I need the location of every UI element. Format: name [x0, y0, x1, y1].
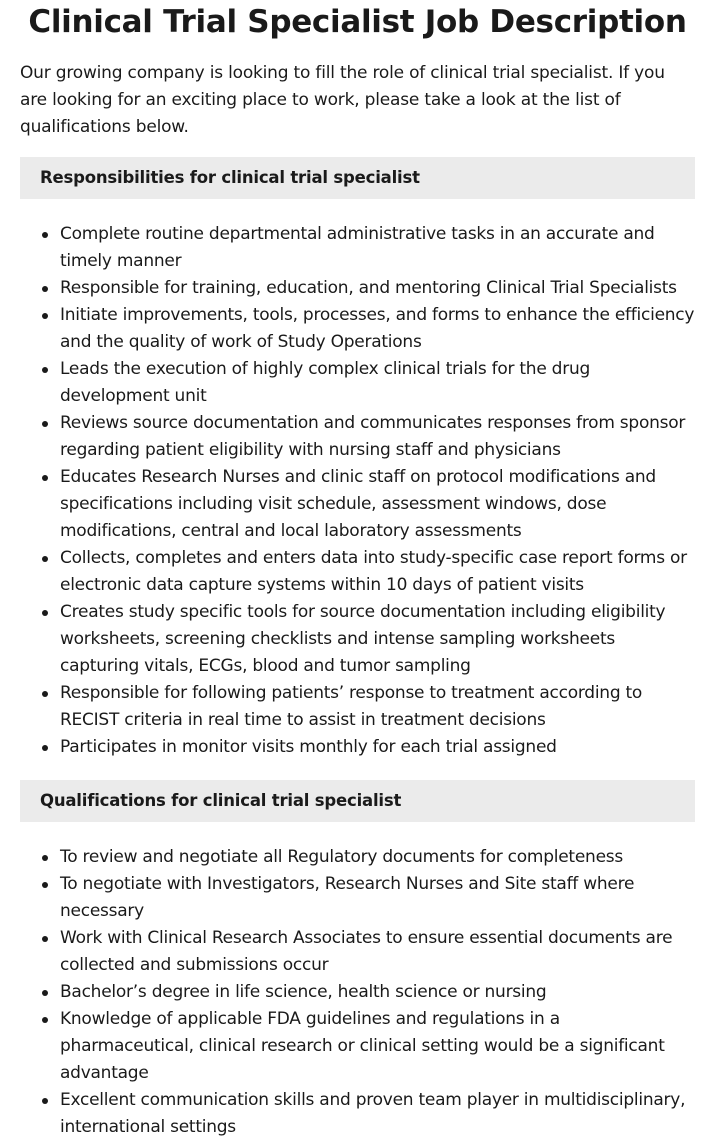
list-item: Reviews source documentation and communicates responses from sponsor regarding patient eligibility with nursing staff and physicians [60, 410, 695, 464]
list-item: Work with Clinical Research Associates to ensure essential documents are collected and submissions occur [60, 925, 695, 979]
list-item: To negotiate with Investigators, Research Nurses and Site staff where necessary [60, 871, 695, 925]
list-item: Educates Research Nurses and clinic staff on protocol modifications and specifications including visit schedule, assessment windows, dose modifications, central and local laboratory assessments [60, 464, 695, 545]
list-item: Creates study specific tools for source documentation including eligibility worksheets, screening checklists and intense sampling worksheets capturing vitals, ECGs, blood and tumor sampling [60, 599, 695, 680]
list-item: Responsible for training, education, and mentoring Clinical Trial Specialists [60, 275, 695, 302]
list-item: Complete routine departmental administrative tasks in an accurate and timely manner [60, 221, 695, 275]
list-item: Collects, completes and enters data into study-specific case report forms or electronic data capture systems within 10 days of patient visits [60, 545, 695, 599]
list-item: Excellent communication skills and proven team player in multidisciplinary, international settings [60, 1087, 695, 1141]
list-item: Leads the execution of highly complex clinical trials for the drug development unit [60, 356, 695, 410]
page-title: Clinical Trial Specialist Job Description [28, 4, 687, 40]
list-item: To review and negotiate all Regulatory documents for completeness [60, 844, 695, 871]
responsibilities-list [20, 221, 695, 761]
qualifications-list [20, 844, 695, 1141]
qualifications-heading: Qualifications for clinical trial specialist [20, 780, 695, 822]
responsibilities-heading: Responsibilities for clinical trial specialist [20, 157, 695, 199]
list-item: Knowledge of applicable FDA guidelines and regulations in a pharmaceutical, clinical research or clinical setting would be a significant advantage [60, 1006, 695, 1087]
list-item: Participates in monitor visits monthly for each trial assigned [60, 734, 695, 761]
list-item: Responsible for following patients’ response to treatment according to RECIST criteria in real time to assist in treatment decisions [60, 680, 695, 734]
intro-paragraph: Our growing company is looking to fill the role of clinical trial specialist. If you are looking for an exciting place to work, please take a look at the list of qualifications below. [20, 63, 665, 137]
list-item: Initiate improvements, tools, processes, and forms to enhance the efficiency and the quality of work of Study Operations [60, 302, 695, 356]
list-item: Bachelor’s degree in life science, health science or nursing [60, 979, 695, 1006]
